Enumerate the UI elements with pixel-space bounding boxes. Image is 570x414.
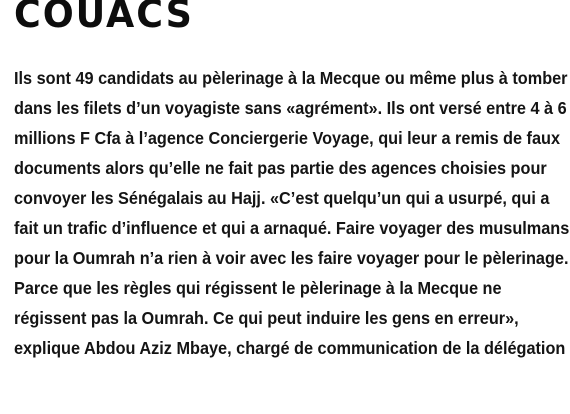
body-line: pour la Oumrah n’a rien à voir avec les faire voyager pour le pèlerinage. bbox=[14, 248, 569, 268]
body-line: Parce que les règles qui régissent le pèlerinage à la Mecque ne bbox=[14, 278, 502, 298]
body-line: millions F Cfa à l’agence Conciergerie Voyage, qui leur a remis de faux bbox=[14, 128, 560, 148]
body-line: fait un trafic d’influence et qui a arnaqué. Faire voyager des musulmans bbox=[14, 218, 570, 238]
body-line: dans les filets d’un voyagiste sans «agrément». Ils ont versé entre 4 à 6 bbox=[14, 98, 567, 118]
body-line: explique Abdou Aziz Mbaye, chargé de communication de la délégation bbox=[14, 338, 566, 358]
body-line: Ils sont 49 candidats au pèlerinage à la Mecque ou même plus à tomber bbox=[14, 68, 568, 88]
article-body bbox=[14, 63, 570, 363]
body-line: documents alors qu’elle ne fait pas partie des agences choisies pour bbox=[14, 158, 547, 178]
body-line: convoyer les Sénégalais au Hajj. «C’est quelqu’un qui a usurpé, qui a bbox=[14, 188, 550, 208]
body-line: régissent pas la Oumrah. Ce qui peut induire les gens en erreur», bbox=[14, 308, 519, 328]
article-heading: COUACS bbox=[14, 0, 194, 36]
